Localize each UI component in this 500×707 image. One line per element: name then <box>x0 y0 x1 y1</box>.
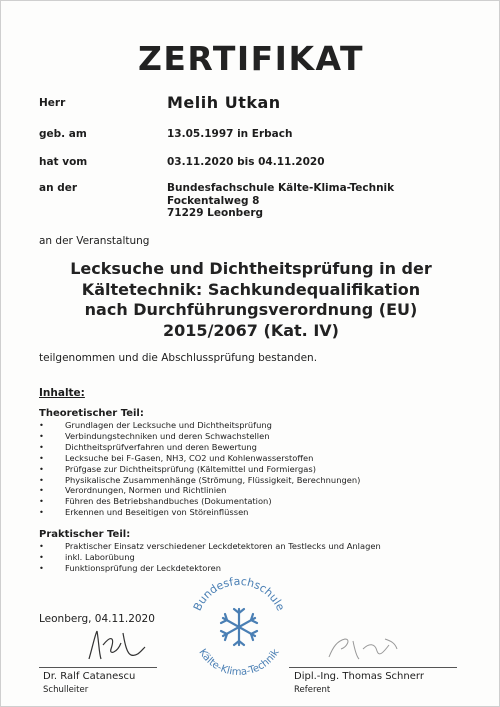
stamp-top-text: Bundesfachschule <box>190 574 288 613</box>
list-item: • Prüfgase zur Dichtheitsprüfung (Kältemittel und Formiergas) <box>39 464 360 475</box>
school-stamp <box>179 567 299 687</box>
list-item-continuation: inkl. Laborübung <box>65 551 135 562</box>
period-label: hat vom <box>39 156 88 168</box>
list-item: • Dichtheitsprüfverfahren und deren Bewertung <box>39 442 360 453</box>
place-date: Leonberg, 04.11.2020 <box>39 613 155 625</box>
theory-list <box>39 420 360 518</box>
institution-street: Fockentalweg 8 <box>167 194 260 207</box>
herr-label: Herr <box>39 97 66 109</box>
left-signature-line <box>39 667 157 668</box>
course-title-line: Lecksuche und Dichtheitsprüfung in der <box>70 259 432 278</box>
course-title <box>19 259 483 341</box>
svg-text:Bundesfachschule <box>191 575 287 613</box>
right-signature-line <box>289 667 457 668</box>
institution-address <box>167 182 394 220</box>
right-signature <box>323 629 403 667</box>
period-value: 03.11.2020 bis 04.11.2020 <box>167 156 325 168</box>
right-signer-name: Dipl.-Ing. Thomas Schnerr <box>294 671 424 682</box>
list-item: • Verbindungstechniken und deren Schwachstellen <box>39 431 360 442</box>
list-item: • Grundlagen der Lecksuche und Dichtheitsprüfung <box>39 420 360 431</box>
participant-name: Melih Utkan <box>167 93 281 112</box>
contents-heading: Inhalte: <box>39 387 85 399</box>
list-item <box>39 552 381 563</box>
birth-label: geb. am <box>39 128 87 140</box>
institution-city: 71229 Leonberg <box>167 207 264 219</box>
snowflake-icon <box>221 609 257 645</box>
left-signature <box>81 625 151 665</box>
theory-heading: Theoretischer Teil: <box>39 408 144 419</box>
course-title-line: 2015/2067 (Kat. IV) <box>163 320 339 340</box>
institution-name: Bundesfachschule Kälte-Klima-Technik <box>167 182 395 194</box>
course-title-line: nach Durchführungsverordnung (EU) <box>84 300 418 319</box>
list-item: • Funktionsprüfung der Leckdetektoren <box>39 563 381 574</box>
certificate-title: ZERTIFIKAT <box>137 39 365 78</box>
list-item: • Physikalische Zusammenhänge (Strömung, Flüssigkeit, Berechnungen) <box>39 475 360 486</box>
list-item: • Führen des Betriebshandbuches (Dokumentation) <box>39 496 360 507</box>
right-signer-role: Referent <box>294 685 331 695</box>
svg-text:Kälte-Klima-Technik <box>196 647 281 678</box>
stamp-bottom-text: Kälte-Klima-Technik <box>196 647 282 679</box>
list-item: • Praktischer Einsatz verschiedener Leckdetektoren an Testlecks und Anlagen <box>39 541 381 552</box>
list-item: • Verordnungen, Normen und Richtlinien <box>39 485 360 496</box>
institution-label: an der <box>39 182 78 194</box>
result-text: teilgenommen und die Abschlussprüfung bestanden. <box>39 352 318 364</box>
event-label: an der Veranstaltung <box>39 235 150 247</box>
course-title-line: Kältetechnik: Sachkundequalifikation <box>81 279 421 299</box>
left-signer-name: Dr. Ralf Catanescu <box>43 671 136 682</box>
practice-heading: Praktischer Teil: <box>39 529 131 540</box>
left-signer-role: Schulleiter <box>43 685 89 695</box>
list-item: • Erkennen und Beseitigen von Störeinflüssen <box>39 507 360 518</box>
list-item: • Lecksuche bei F-Gasen, NH3, CO2 und Kohlenwasserstoffen <box>39 453 360 464</box>
birth-value: 13.05.1997 in Erbach <box>167 128 293 140</box>
